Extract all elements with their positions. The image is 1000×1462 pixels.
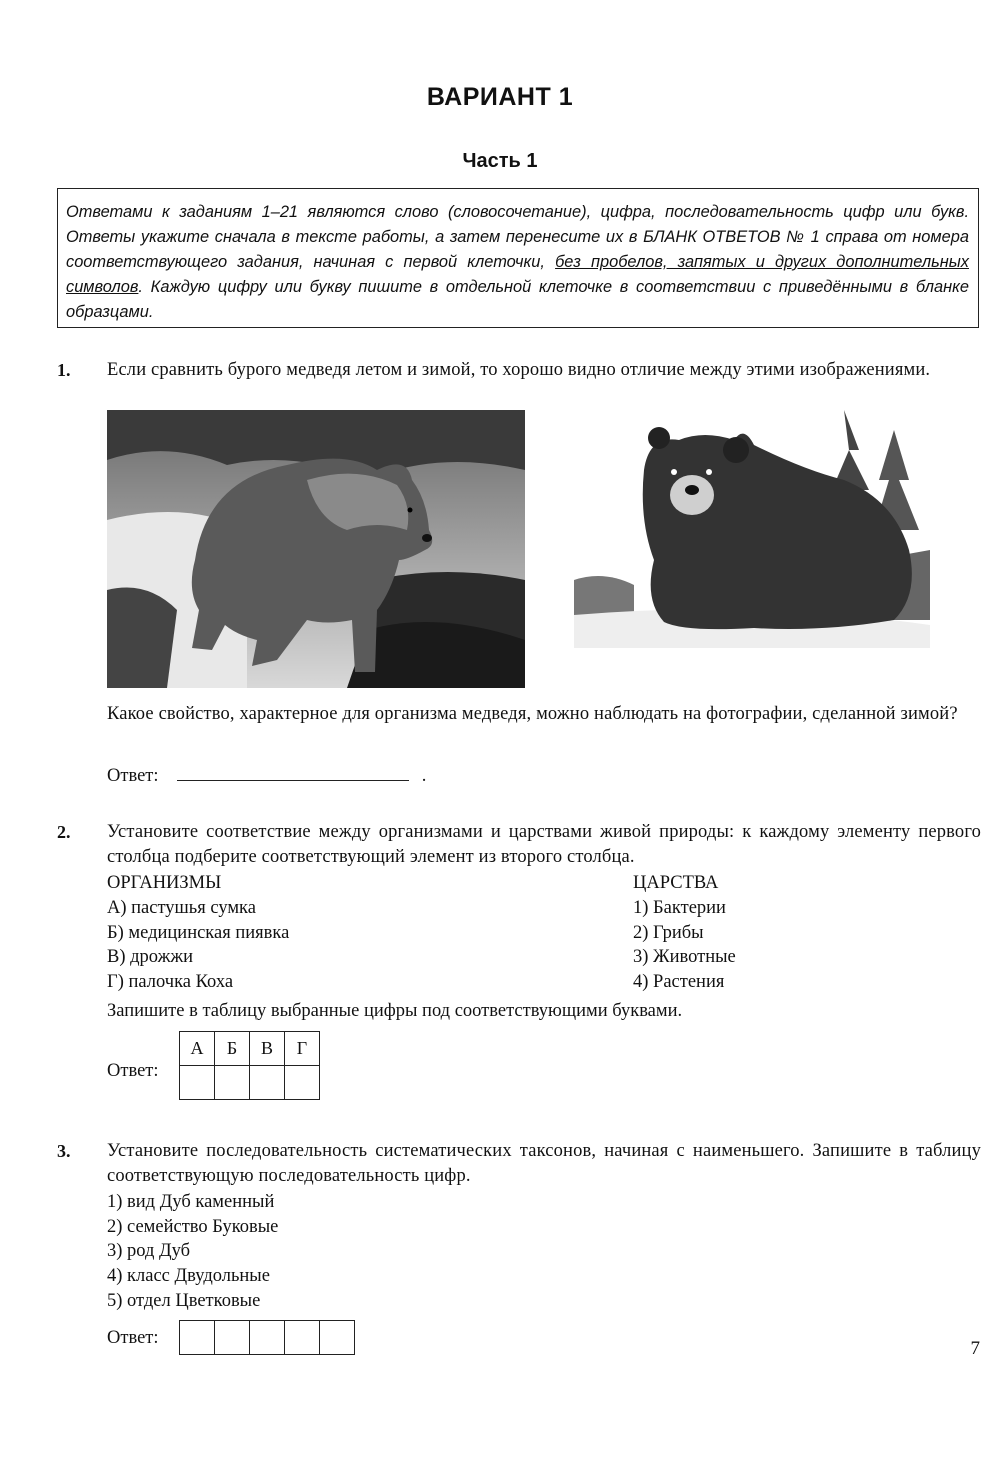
table-header-a: А <box>180 1032 215 1066</box>
answer-cell[interactable] <box>250 1321 285 1355</box>
kingdom-item: 3) Животные <box>633 947 736 967</box>
taxon-item: 4) класс Двудольные <box>107 1266 270 1286</box>
question-2-number: 2. <box>57 822 71 842</box>
answer-cell[interactable] <box>285 1066 320 1100</box>
organism-item: Б) медицинская пиявка <box>107 923 290 943</box>
answer-cell[interactable] <box>180 1321 215 1355</box>
instructions-box <box>57 188 979 328</box>
kingdom-item: 2) Грибы <box>633 923 704 943</box>
answer-period: . <box>421 766 427 786</box>
bear-winter-photo <box>574 410 930 648</box>
answer-cell[interactable] <box>180 1066 215 1100</box>
variant-title: ВАРИАНТ 1 <box>426 83 574 111</box>
answer-cell[interactable] <box>250 1066 285 1100</box>
answer-cell[interactable] <box>215 1066 250 1100</box>
organism-item: В) дрожжи <box>107 947 194 967</box>
taxon-item: 1) вид Дуб каменный <box>107 1192 275 1212</box>
kingdom-item: 4) Растения <box>633 972 725 992</box>
taxon-item: 3) род Дуб <box>107 1241 191 1261</box>
organism-item: Г) палочка Коха <box>107 972 234 992</box>
question-1-number: 1. <box>57 360 71 380</box>
taxon-item: 2) семейство Буковые <box>107 1217 279 1237</box>
table-header-g: Г <box>285 1032 320 1066</box>
bear-summer-photo <box>107 410 525 688</box>
question-3-number: 3. <box>57 1141 71 1161</box>
question-3-text: Установите последовательность систематических таксонов, начиная с наименьшего. Запишите в таблицу соответствующую последовательность цифр. <box>107 1141 981 1186</box>
answer-cell[interactable] <box>215 1321 250 1355</box>
answer-input-line[interactable] <box>177 762 409 781</box>
answer-label: Ответ: <box>107 766 159 786</box>
instructions-underlined: без пробелов, запятых и других дополнительных символов <box>66 253 969 296</box>
answer-table-sequence <box>179 1320 355 1355</box>
question-1-text: Если сравнить бурого медведя летом и зимой, то хорошо видно отличие между этими изображениями. <box>107 360 931 380</box>
question-1-prompt: Какое свойство, характерное для организма медведя, можно наблюдать на фотографии, сделанной зимой? <box>107 704 958 724</box>
kingdom-item: 1) Бактерии <box>633 898 726 918</box>
question-2-instruction: Запишите в таблицу выбранные цифры под соответствующими буквами. <box>107 1001 683 1021</box>
part-title: Часть 1 <box>462 150 538 172</box>
organism-item: А) пастушья сумка <box>107 898 256 918</box>
instructions-text-end: . Каждую цифру или букву пишите в отдельной клеточке в соответствии с приведёнными в бланке образцами. <box>66 278 969 321</box>
answer-label: Ответ: <box>107 1328 159 1348</box>
answer-cell[interactable] <box>285 1321 320 1355</box>
question-1-answer <box>107 762 426 789</box>
instructions-text: Ответами к заданиям 1–21 являются слово (словосочетание), цифра, последовательность цифр или букв. Ответы укажите сначала в тексте работы, а затем перенесите их в БЛАНК ОТВЕТОВ № 1 справа от номера соответствующего задания, начиная с первой клеточки, <box>66 203 969 271</box>
question-2-text: Установите соответствие между организмами и царствами живой природы: к каждому элементу первого столбца подберите соответствующий элемент из второго столбца. <box>107 822 981 867</box>
answer-table-matching <box>179 1031 320 1100</box>
organisms-header: ОРГАНИЗМЫ <box>107 873 222 893</box>
page-number: 7 <box>970 1338 980 1359</box>
table-header-v: В <box>250 1032 285 1066</box>
table-header-b: Б <box>215 1032 250 1066</box>
taxon-item: 5) отдел Цветковые <box>107 1291 261 1311</box>
answer-label: Ответ: <box>107 1061 159 1081</box>
kingdoms-header: ЦАРСТВА <box>633 873 719 893</box>
answer-cell[interactable] <box>320 1321 355 1355</box>
